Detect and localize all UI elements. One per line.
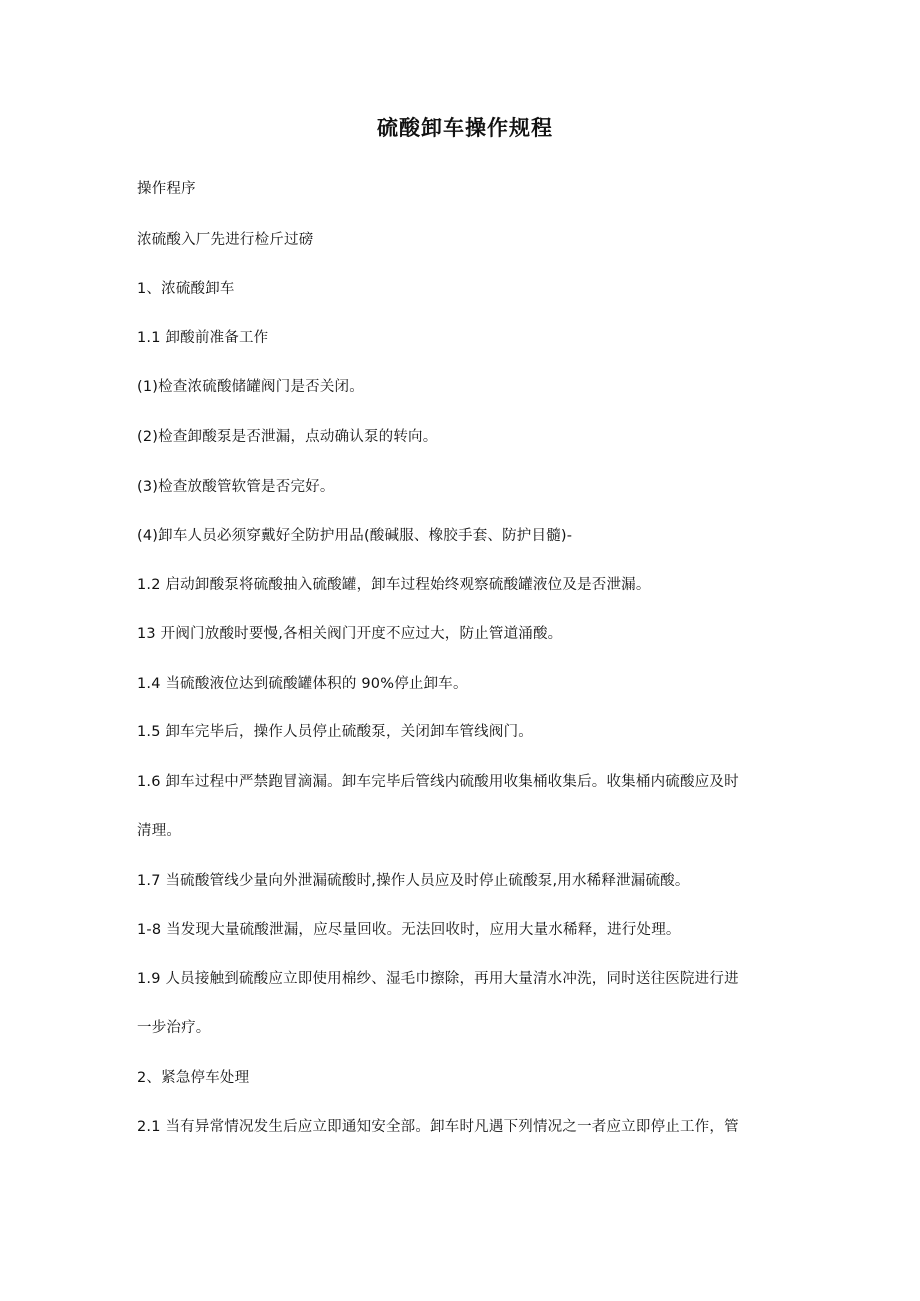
text-line: (4)卸车人员必须穿戴好全防护用品(酸碱服、橡胶手套、防护目髓)- — [137, 528, 573, 544]
text-line: 2.1 当有异常情况发生后应立即通知安全部。卸车时凡遇下列情况之一者应立即停止工作，管 — [137, 1119, 739, 1135]
text-line: 一步治疗。 — [137, 1020, 211, 1036]
text-line: (1)检查浓硫酸储罐阀门是否关闭。 — [137, 379, 364, 395]
section-heading: 2、紧急停车处理 — [137, 1070, 250, 1086]
text-line: 1-8 当发现大量硫酸泄漏，应尽量回收。无法回收时，应用大量水稀释，进行处理。 — [137, 922, 681, 938]
text-line: 1.9 人员接触到硫酸应立即使用棉纱、湿毛巾擦除，再用大量清水冲洗，同时送往医院进行进 — [137, 971, 739, 987]
text-line: 1.5 卸车完毕后，操作人员停止硫酸泵，关闭卸车管线阀门。 — [137, 724, 533, 740]
text-line: 1.2 启动卸酸泵将硫酸抽入硫酸罐，卸车过程始终观察硫酸罐液位及是否泄漏。 — [137, 577, 651, 593]
text-line: 清理。 — [137, 823, 182, 839]
text-line: 浓硫酸入厂先进行检斤过磅 — [137, 232, 314, 248]
text-line: 1.7 当硫酸管线少量向外泄漏硫酸时,操作人员应及时停止硫酸泵,用水稀释泄漏硫酸。 — [137, 873, 690, 889]
text-line: 操作程序 — [137, 181, 196, 197]
section-heading: 1、浓硫酸卸车 — [137, 281, 235, 297]
text-line: (3)检查放酸管软管是否完好。 — [137, 479, 335, 495]
text-line: 1.4 当硫酸液位达到硫酸罐体积的 90%停止卸车。 — [137, 676, 468, 692]
text-line: (2)检查卸酸泵是否泄漏，点动确认泵的转向。 — [137, 429, 438, 445]
text-line: 13 开阀门放酸时要慢,各相关阀门开度不应过大，防止管道涌酸。 — [137, 626, 563, 642]
subsection-heading: 1.1 卸酸前准备工作 — [137, 330, 269, 346]
document-title: 硫酸卸车操作规程 — [377, 116, 553, 140]
text-line: 1.6 卸车过程中严禁跑冒滴漏。卸车完毕后管线内硫酸用收集桶收集后。收集桶内硫酸应及时 — [137, 774, 739, 790]
